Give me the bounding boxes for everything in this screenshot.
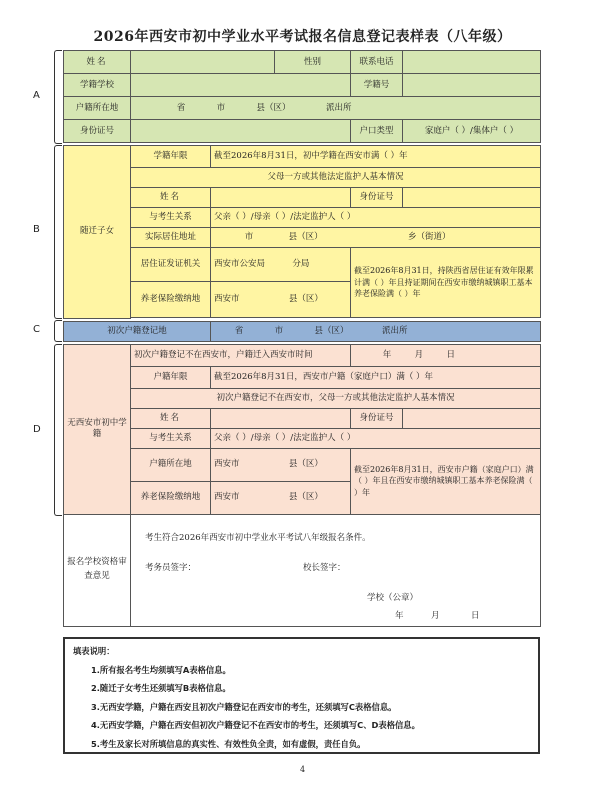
b-permit-label: 居住证发证机关 xyxy=(131,248,211,282)
a-id-field[interactable] xyxy=(131,120,351,143)
instructions-box xyxy=(63,637,540,754)
review-school-seal: 学校（公章） xyxy=(367,592,419,603)
d-moved-year: 年 xyxy=(382,349,392,360)
a-name-label: 姓名 xyxy=(64,51,131,74)
a-phone-field[interactable] xyxy=(403,51,541,74)
review-box[interactable] xyxy=(131,514,541,626)
d-pension-city: 西安市 xyxy=(214,492,240,503)
instructions-heading: 填表说明： xyxy=(73,646,115,656)
d-name-field[interactable] xyxy=(211,408,351,428)
a-hukou-county: 县（区） xyxy=(256,102,291,113)
section-d-label: D xyxy=(33,424,41,435)
b-years-label: 学籍年限 xyxy=(131,146,211,168)
d-pension-label: 养老保险缴纳地 xyxy=(131,481,211,514)
review-statement: 考生符合2026年西安市初中学业水平考试八年级报名条件。 xyxy=(145,532,371,543)
c-first-reg-label: 初次户籍登记地 xyxy=(64,321,211,341)
a-hukou-type-value[interactable]: 家庭户（ ）/集体户（ ） xyxy=(403,120,541,143)
b-relation-label: 与考生关系 xyxy=(131,208,211,228)
c-city: 市 xyxy=(274,325,284,336)
page-number: 4 xyxy=(299,765,306,774)
b-id-label: 身份证号 xyxy=(351,188,403,208)
section-a-bracket xyxy=(54,50,62,144)
review-officer-sign: 考务员签字： xyxy=(145,562,197,573)
d-pension-county: 县（区） xyxy=(288,492,323,503)
d-years-label: 户籍年限 xyxy=(131,366,211,388)
d-pension-field[interactable] xyxy=(211,481,351,514)
a-hukou-label: 户籍所在地 xyxy=(64,97,131,120)
b-permit-note: 截至2026年8月31日，持陕西省居住证有效年限累计满（ ）年且持证期间在西安市缴纳城镇职工基本养老保险满（ ）年 xyxy=(351,248,541,318)
d-moved-date[interactable] xyxy=(351,344,541,366)
a-hukou-type-label: 户口类型 xyxy=(351,120,403,143)
a-id-label: 身份证号 xyxy=(64,120,131,143)
review-side-label: 报名学校资格审查意见 xyxy=(64,514,131,626)
a-hukou-field[interactable] xyxy=(131,97,541,120)
b-relation-value[interactable]: 父亲（ ）/母亲（ ）/法定监护人（ ） xyxy=(211,208,541,228)
d-id-field[interactable] xyxy=(403,408,541,428)
section-b-label: B xyxy=(33,224,40,235)
d-relation-value[interactable]: 父亲（ ）/母亲（ ）/法定监护人（ ） xyxy=(211,428,541,448)
d-moved-month: 月 xyxy=(414,349,424,360)
d-id-label: 身份证号 xyxy=(351,408,403,428)
b-permit-value: 西安市公安局 xyxy=(214,259,266,270)
registration-form xyxy=(63,50,541,627)
section-b-bracket xyxy=(54,145,62,319)
b-permit-branch: 分局 xyxy=(292,259,310,270)
b-guardian-heading: 父母一方或其他法定监护人基本情况 xyxy=(131,168,541,188)
d-note: 截至2026年8月31日，西安市户籍（家庭户口）满（ ）年且在西安市缴纳城镇职工基本养老保险满（ ）年 xyxy=(351,448,541,514)
a-gender-label: 性别 xyxy=(275,51,351,74)
b-pension-city: 西安市 xyxy=(214,294,240,305)
section-c-bracket xyxy=(54,320,62,342)
c-county: 县（区） xyxy=(314,325,349,336)
instruction-item: 1.所有报名考生均须填写A表格信息。 xyxy=(91,664,231,675)
a-hukou-station: 派出所 xyxy=(325,102,352,113)
b-pension-label: 养老保险缴纳地 xyxy=(131,282,211,318)
instruction-item: 4.无西安学籍，户籍在西安但初次户籍登记不在西安市的考生，还须填写C、D表格信息。 xyxy=(91,720,420,730)
d-hukou-city: 西安市 xyxy=(214,459,240,470)
b-pension-field[interactable] xyxy=(211,282,351,318)
d-moved-day: 日 xyxy=(446,349,456,360)
a-school-field[interactable] xyxy=(131,74,351,97)
b-address-county: 县（区） xyxy=(288,232,323,243)
d-relation-label: 与考生关系 xyxy=(131,428,211,448)
section-c-label: C xyxy=(33,324,40,335)
a-student-no-label: 学籍号 xyxy=(351,74,403,97)
review-date-year: 年 xyxy=(395,610,404,621)
instruction-item: 2.随迁子女考生还须填写B表格信息。 xyxy=(91,683,231,693)
d-side-label: 无西安市初中学籍 xyxy=(64,344,131,514)
a-name-field[interactable] xyxy=(131,51,275,74)
d-hukou-field[interactable] xyxy=(211,448,351,481)
b-side-label: 随迁子女 xyxy=(64,146,131,319)
b-pension-county: 县（区） xyxy=(288,294,323,305)
c-first-reg-field[interactable] xyxy=(211,321,541,341)
a-hukou-city: 市 xyxy=(216,102,226,113)
page-title: 2026年西安市初中学业水平考试报名信息登记表样表（八年级） xyxy=(93,29,512,45)
d-years-value[interactable]: 截至2026年8月31日，西安市户籍（家庭户口）满（ ）年 xyxy=(211,366,541,388)
d-moved-label: 初次户籍登记不在西安市，户籍迁入西安市时间 xyxy=(131,344,351,366)
b-name-field[interactable] xyxy=(211,188,351,208)
d-hukou-county: 县（区） xyxy=(288,459,323,470)
instruction-item: 5.考生及家长对所填信息的真实性、有效性负全责，如有虚假，责任自负。 xyxy=(91,738,366,749)
review-principal-sign: 校长签字： xyxy=(303,562,346,573)
a-school-label: 学籍学校 xyxy=(64,74,131,97)
section-d-bracket xyxy=(54,344,62,516)
review-date-month: 月 xyxy=(431,610,440,621)
c-station: 派出所 xyxy=(381,325,408,336)
a-hukou-province: 省 xyxy=(176,102,186,113)
b-id-field[interactable] xyxy=(403,188,541,208)
c-province: 省 xyxy=(234,325,244,336)
section-a-label: A xyxy=(33,90,40,101)
b-years-value[interactable]: 截至2026年8月31日，初中学籍在西安市满（ ）年 xyxy=(211,146,541,168)
instruction-item: 3.无西安学籍，户籍在西安且初次户籍登记在西安市的考生，还须填写C表格信息。 xyxy=(91,701,397,712)
b-name-label: 姓名 xyxy=(131,188,211,208)
b-address-town: 乡（街道） xyxy=(408,232,451,243)
b-address-city: 市 xyxy=(244,232,254,243)
b-permit-field[interactable] xyxy=(211,248,351,282)
d-guardian-heading: 初次户籍登记不在西安市，父母一方或其他法定监护人基本情况 xyxy=(131,388,541,408)
b-address-field[interactable] xyxy=(211,228,541,248)
a-student-no-field[interactable] xyxy=(403,74,541,97)
a-phone-label: 联系电话 xyxy=(351,51,403,74)
d-name-label: 姓名 xyxy=(131,408,211,428)
d-hukou-label: 户籍所在地 xyxy=(131,448,211,481)
b-address-label: 实际居住地址 xyxy=(131,228,211,248)
review-date-day: 日 xyxy=(471,610,480,621)
